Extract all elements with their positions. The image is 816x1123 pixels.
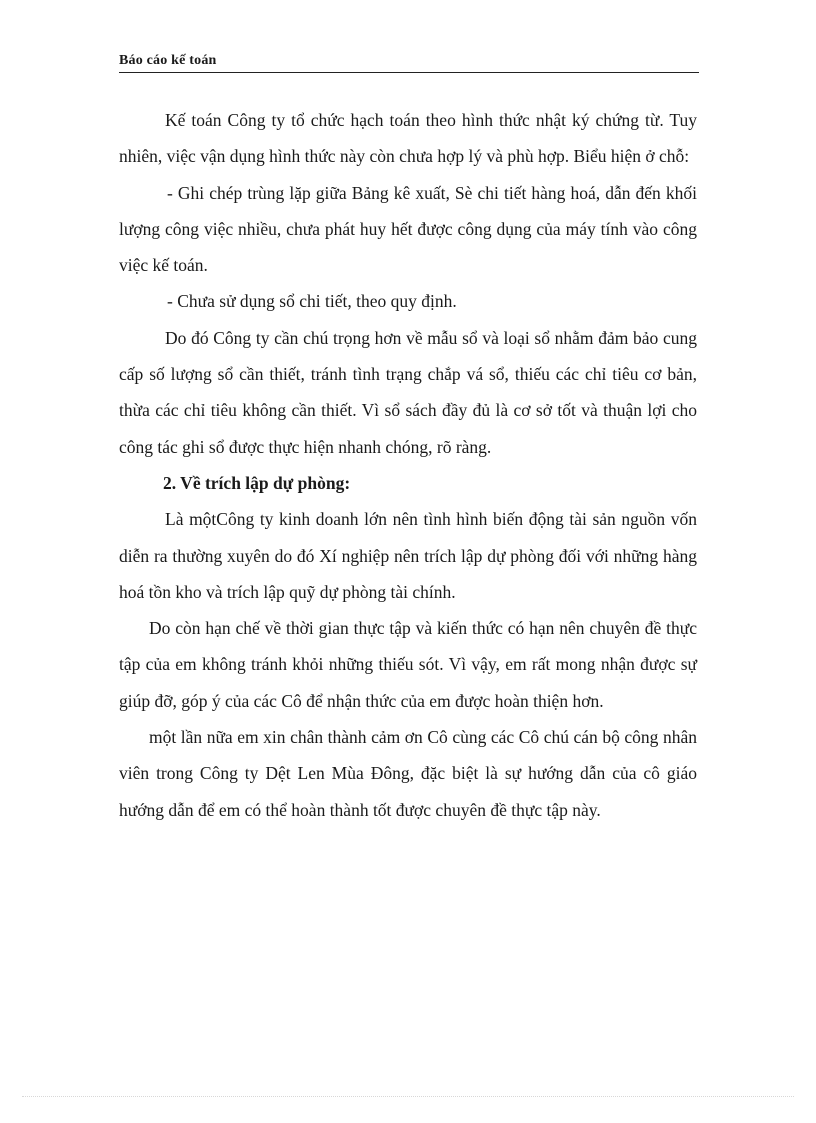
header-title: Báo cáo kế toán (119, 53, 217, 68)
page-bottom-divider (22, 1096, 794, 1097)
paragraph-limitations: Do còn hạn chế về thời gian thực tập và kiến thức có hạn nên chuyên đề thực tập của em không tránh khỏi những thiếu sót. Vì vậy, em rất mong nhận được sự giúp đỡ, góp ý của các Cô để nhận thức của em được hoàn thiện hơn. (119, 618, 697, 711)
page-header (119, 52, 699, 73)
document-body (119, 102, 697, 828)
paragraph-provisions: Là mộtCông ty kinh doanh lớn nên tình hình biến động tài sản nguồn vốn diễn ra thường xuyên do đó Xí nghiệp nên trích lập dự phòng đối với những hàng hoá tồn kho và trích lập quỹ dự phòng tài chính. (119, 509, 697, 602)
paragraph-bullet-duplicate-entries: - Ghi chép trùng lặp giữa Bảng kê xuất, Sè chi tiết hàng hoá, dẫn đến khối lượng công việc nhiều, chưa phát huy hết được công dụng của máy tính vào công việc kế toán. (119, 182, 697, 276)
paragraph-bullet-detail-books: - Chưa sử dụng sổ chi tiết, theo quy định. (167, 291, 457, 312)
paragraph-book-forms: Do đó Công ty cần chú trọng hơn về mẫu sổ và loại sổ nhằm đảm bảo cung cấp số lượng sổ cần thiết, tránh tình trạng chắp vá sổ, thiếu các chỉ tiêu cơ bản, thừa các chỉ tiêu không cần thiết. Vì sổ sách đầy đủ là cơ sở tốt và thuận lợi cho công tác ghi sổ được thực hiện nhanh chóng, rõ ràng. (119, 327, 697, 457)
paragraph-intro: Kế toán Công ty tổ chức hạch toán theo hình thức nhật ký chứng từ. Tuy nhiên, việc vận dụng hình thức này còn chưa hợp lý và phù hợp. Biểu hiện ở chỗ: (119, 110, 697, 167)
paragraph-thanks: một lần nữa em xin chân thành cảm ơn Cô cùng các Cô chú cán bộ công nhân viên trong Công ty Dệt Len Mùa Đông, đặc biệt là sự hướng dẫn của cô giáo hướng dẫn để em có thể hoàn thành tốt được chuyên đề thực tập này. (119, 727, 697, 820)
section-heading-provisions: 2. Về trích lập dự phòng: (163, 472, 351, 493)
